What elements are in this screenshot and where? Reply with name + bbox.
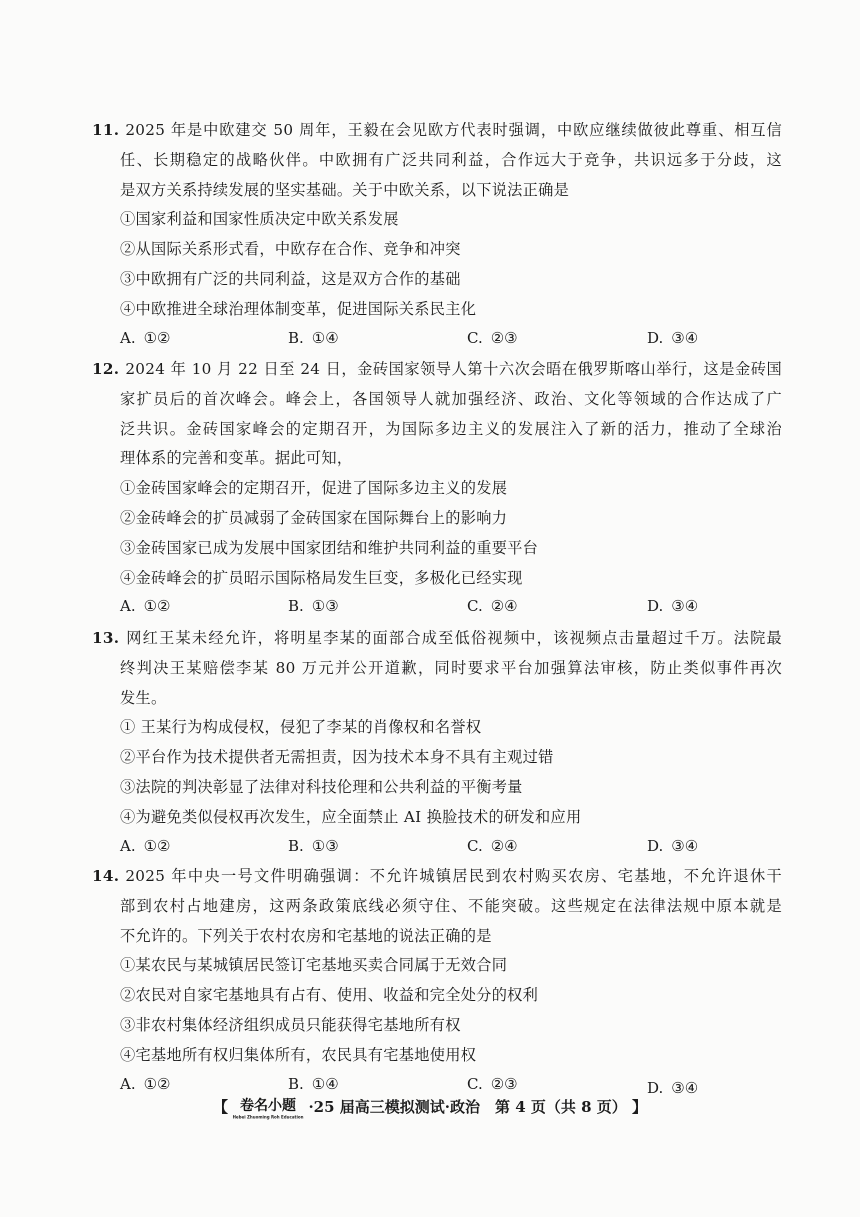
- answer-choices: [92, 593, 782, 623]
- question-stem-line: 终判决王某赔偿李某 80 万元并公开道歉，同时要求平台加强算法审核，防止类似事件再次: [120, 658, 782, 677]
- choice-a: A. ①②: [120, 836, 171, 855]
- question-stem-line: 泛共识。金砖国家峰会的定期召开，为国际多边主义的发展注入了新的活力，推动了全球治: [120, 419, 782, 438]
- footer-text: ·25 届高三模拟测试·政治 第 4 页（共 8 页）: [308, 1098, 627, 1116]
- choice-b: B. ①④: [288, 1074, 339, 1093]
- page-footer: [0, 1095, 860, 1121]
- statement-option: ③中欧拥有广泛的共同利益，这是双方合作的基础: [120, 269, 461, 288]
- question-number: 12.: [92, 360, 120, 378]
- statement-option: ④宅基地所有权归集体所有，农民具有宅基地使用权: [120, 1045, 477, 1064]
- brand-name-text: 卷名小题: [240, 1098, 297, 1114]
- statement-option: ① 王某行为构成侵权，侵犯了李某的肖像权和名誉权: [120, 718, 482, 737]
- footer-bracket-open: 【: [212, 1098, 228, 1116]
- statement-option: ④中欧推进全球治理体制变革，促进国际关系民主化: [120, 299, 477, 318]
- question-number: 11.: [92, 121, 120, 139]
- question-stem-line: 14. 2025 年中央一号文件明确强调：不允许城镇居民到农村购买农房、宅基地，不允许退休干: [92, 867, 783, 885]
- question-stem-line: 是双方关系持续发展的坚实基础。关于中欧关系，以下说法正确是: [120, 180, 570, 199]
- question-13: [92, 624, 782, 863]
- choice-d: D. ③④: [647, 597, 699, 616]
- choice-d: D. ③④: [647, 1078, 699, 1097]
- footer-bracket-close: 】: [632, 1098, 648, 1116]
- statement-option: ③非农村集体经济组织成员只能获得宅基地所有权: [120, 1015, 461, 1034]
- choice-b: B. ①④: [288, 328, 339, 347]
- brand-sub-text: Hebei Zhuoming Roh Education: [232, 1114, 304, 1120]
- statement-option: ①金砖国家峰会的定期召开，促进了国际多边主义的发展: [120, 479, 508, 498]
- statement-option: ②从国际关系形式看，中欧存在合作、竞争和冲突: [120, 240, 461, 259]
- statement-option: ②金砖峰会的扩员减弱了金砖国家在国际舞台上的影响力: [120, 508, 508, 527]
- choice-a: A. ①②: [120, 597, 171, 616]
- statement-option: ④金砖峰会的扩员昭示国际格局发生巨变，多极化已经实现: [120, 568, 523, 587]
- statement-option: ④为避免类似侵权再次发生，应全面禁止 AI 换脸技术的研发和应用: [120, 807, 582, 826]
- choice-a: A. ①②: [120, 328, 171, 347]
- statement-option: ②农民对自家宅基地具有占有、使用、收益和完全处分的权利: [120, 986, 539, 1005]
- choice-a: A. ①②: [120, 1074, 171, 1093]
- choice-c: C. ②③: [467, 1074, 518, 1093]
- question-stem-line: 11. 2025 年是中欧建交 50 周年，王毅在会见欧方代表时强调，中欧应继续做彼此尊重、相互信: [92, 121, 782, 139]
- question-stem-line: 不允许的。下列关于农村农房和宅基地的说法正确的是: [120, 926, 492, 945]
- question-number: 13.: [92, 629, 120, 647]
- brand-logo-graphic: [232, 1095, 304, 1121]
- choice-c: C. ②④: [467, 836, 518, 855]
- question-stem-line: 家扩员后的首次峰会。峰会上，各国领导人就加强经济、政治、文化等领域的合作达成了广: [120, 389, 782, 408]
- question-stem-line: 13. 网红王某未经允许，将明星李某的面部合成至低俗视频中，该视频点击量超过千万。法院最: [92, 629, 782, 647]
- question-stem-line: 发生。: [120, 688, 167, 707]
- question-stem-line: 理体系的完善和变革。据此可知，: [120, 449, 353, 468]
- question-stem-line: 12. 2024 年 10 月 22 日至 24 日，金砖国家领导人第十六次会晤在俄罗斯喀山举行，这是金砖国: [92, 360, 782, 378]
- statement-option: ②平台作为技术提供者无需担责，因为技术本身不具有主观过错: [120, 748, 554, 767]
- answer-choices: [92, 833, 782, 863]
- choice-b: B. ①③: [288, 597, 339, 616]
- choice-c: C. ②③: [467, 328, 518, 347]
- statement-option: ①某农民与某城镇居民签订宅基地买卖合同属于无效合同: [120, 956, 508, 975]
- answer-choices: [92, 325, 782, 355]
- question-11: [92, 116, 782, 355]
- question-12: [92, 355, 782, 623]
- question-14: [92, 862, 782, 1101]
- question-stem-line: 部到农村占地建房，这两条政策底线必须守住、不能突破。这些规定在法律法规中原本就是: [120, 896, 782, 915]
- brand-logo: [232, 1095, 304, 1121]
- choice-b: B. ①③: [288, 836, 339, 855]
- statement-option: ③金砖国家已成为发展中国家团结和维护共同利益的重要平台: [120, 538, 539, 557]
- statement-option: ③法院的判决彰显了法律对科技伦理和公共利益的平衡考量: [120, 777, 523, 796]
- choice-d: D. ③④: [647, 836, 699, 855]
- statement-option: ①国家利益和国家性质决定中欧关系发展: [120, 210, 399, 229]
- question-stem-line: 任、长期稳定的战略伙伴。中欧拥有广泛共同利益，合作远大于竞争，共识远多于分歧，这: [120, 150, 782, 169]
- choice-d: D. ③④: [647, 328, 699, 347]
- choice-c: C. ②④: [467, 597, 518, 616]
- question-number: 14.: [92, 867, 120, 885]
